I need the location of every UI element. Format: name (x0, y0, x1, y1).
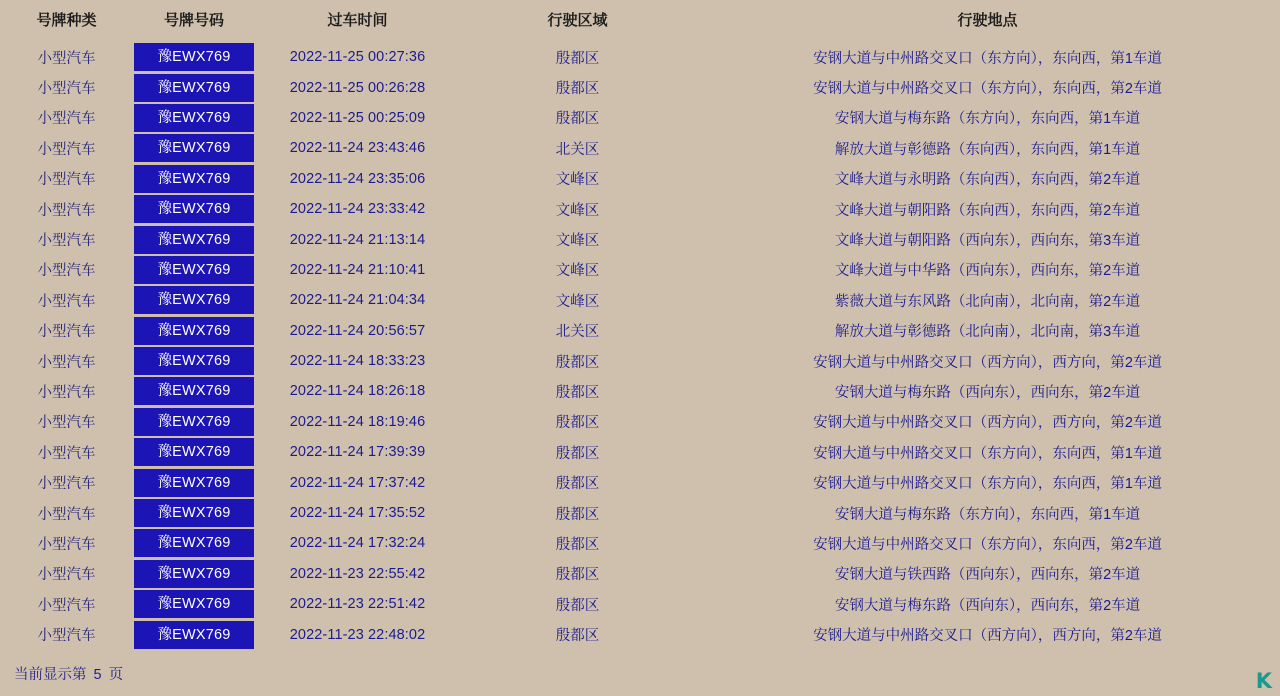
plate-badge: 豫EWX769 (134, 560, 254, 588)
table-row (0, 498, 1280, 528)
cell-plate-type: 小型汽车 (37, 172, 96, 189)
cell-plate-type: 小型汽车 (37, 476, 96, 493)
column-header-plate-number: 号牌号码 (163, 12, 224, 29)
page-indicator (14, 663, 123, 684)
cell-location: 安钢大道与中州路交叉口（西方向），西方向，第2车道 (813, 415, 1162, 432)
cell-area: 殷都区 (555, 354, 600, 371)
table-row (0, 72, 1280, 102)
cell-location: 文峰大道与朝阳路（东向西），东向西，第2车道 (834, 202, 1141, 219)
cell-pass-time: 2022-11-24 21:13:14 (289, 231, 426, 248)
page-indicator-prefix: 当前显示第 (14, 667, 87, 683)
plate-badge: 豫EWX769 (134, 43, 254, 71)
cell-plate-type: 小型汽车 (37, 263, 96, 280)
table-row (0, 224, 1280, 254)
cell-pass-time: 2022-11-24 18:26:18 (289, 383, 426, 400)
table-row (0, 376, 1280, 406)
cell-area: 殷都区 (555, 50, 600, 67)
cell-location: 安钢大道与梅东路（东方向），东向西，第1车道 (834, 111, 1141, 128)
table-row (0, 589, 1280, 619)
cell-plate-number (133, 42, 255, 72)
plate-badge: 豫EWX769 (134, 621, 254, 649)
cell-area: 文峰区 (555, 202, 600, 219)
cell-pass-time: 2022-11-24 21:10:41 (289, 261, 426, 278)
plate-badge: 豫EWX769 (134, 256, 254, 284)
cell-plate-type: 小型汽车 (37, 202, 96, 219)
cell-area: 文峰区 (555, 233, 600, 250)
cell-pass-time: 2022-11-25 00:25:09 (289, 109, 426, 126)
cell-plate-type: 小型汽车 (37, 324, 96, 341)
page-indicator-suffix: 页 (108, 667, 124, 683)
table-row (0, 285, 1280, 315)
plate-badge: 豫EWX769 (134, 347, 254, 375)
table-row (0, 559, 1280, 589)
cell-plate-number (133, 316, 255, 346)
cell-area: 殷都区 (555, 628, 600, 645)
cell-pass-time: 2022-11-25 00:27:36 (289, 49, 426, 66)
cell-plate-type: 小型汽车 (37, 536, 96, 553)
table-header-row (0, 0, 1280, 42)
cell-plate-type: 小型汽车 (37, 384, 96, 401)
plate-badge: 豫EWX769 (134, 104, 254, 132)
cell-area: 殷都区 (555, 536, 600, 553)
cell-area: 殷都区 (555, 415, 600, 432)
cell-area: 北关区 (555, 324, 600, 341)
cell-plate-number (133, 407, 255, 437)
table-row (0, 42, 1280, 72)
cell-location: 文峰大道与永明路（东向西），东向西，第2车道 (834, 172, 1141, 189)
cell-plate-number (133, 164, 255, 194)
plate-badge: 豫EWX769 (134, 469, 254, 497)
table-row (0, 255, 1280, 285)
table-row (0, 407, 1280, 437)
cell-plate-type: 小型汽车 (37, 293, 96, 310)
cell-plate-number (133, 619, 255, 649)
cell-pass-time: 2022-11-24 17:39:39 (289, 444, 426, 461)
cell-location: 解放大道与彰德路（东向西），东向西，第1车道 (834, 141, 1141, 158)
cell-area: 殷都区 (555, 476, 600, 493)
cell-pass-time: 2022-11-24 17:32:24 (289, 535, 426, 552)
cell-plate-number (133, 498, 255, 528)
table-row (0, 528, 1280, 558)
cell-plate-number (133, 133, 255, 163)
cell-pass-time: 2022-11-24 18:19:46 (289, 413, 426, 430)
cell-location: 安钢大道与中州路交叉口（西方向），西方向，第2车道 (813, 354, 1162, 371)
column-header-area: 行驶区域 (547, 12, 608, 29)
cell-pass-time: 2022-11-24 23:33:42 (289, 201, 426, 218)
table-body (0, 42, 1280, 650)
cell-plate-number (133, 346, 255, 376)
table-row (0, 103, 1280, 133)
table-row (0, 194, 1280, 224)
cell-plate-number (133, 285, 255, 315)
cell-plate-number (133, 467, 255, 497)
cell-area: 殷都区 (555, 597, 600, 614)
cell-plate-type: 小型汽车 (37, 628, 96, 645)
cell-location: 安钢大道与中州路交叉口（东方向），东向西，第2车道 (813, 81, 1162, 98)
cell-pass-time: 2022-11-24 17:35:52 (289, 505, 426, 522)
cell-area: 殷都区 (555, 445, 600, 462)
column-header-location: 行驶地点 (957, 12, 1018, 29)
plate-badge: 豫EWX769 (134, 408, 254, 436)
cell-area: 北关区 (555, 141, 600, 158)
cell-plate-number (133, 437, 255, 467)
column-header-plate-type: 号牌种类 (36, 12, 97, 29)
cell-location: 安钢大道与中州路交叉口（东方向），东向西，第1车道 (813, 445, 1162, 462)
cell-location: 安钢大道与铁西路（西向东），西向东，第2车道 (834, 567, 1141, 584)
cell-plate-number (133, 528, 255, 558)
cell-pass-time: 2022-11-24 18:33:23 (289, 353, 426, 370)
cell-plate-type: 小型汽车 (37, 111, 96, 128)
table-row (0, 619, 1280, 649)
cell-pass-time: 2022-11-24 23:43:46 (289, 140, 426, 157)
cell-location: 安钢大道与中州路交叉口（东方向），东向西，第2车道 (813, 536, 1162, 553)
cell-pass-time: 2022-11-24 23:35:06 (289, 170, 426, 187)
cell-pass-time: 2022-11-24 20:56:57 (289, 322, 426, 339)
cell-plate-type: 小型汽车 (37, 233, 96, 250)
table-row (0, 164, 1280, 194)
cell-location: 安钢大道与梅东路（东方向），东向西，第1车道 (834, 506, 1141, 523)
column-header-pass-time: 过车时间 (327, 12, 388, 29)
plate-badge: 豫EWX769 (134, 226, 254, 254)
table-row (0, 346, 1280, 376)
plate-badge: 豫EWX769 (134, 438, 254, 466)
cell-location: 紫薇大道与东风路（北向南），北向南，第2车道 (834, 293, 1141, 310)
page-indicator-number: 5 (93, 667, 102, 683)
cell-location: 文峰大道与朝阳路（西向东），西向东，第3车道 (834, 233, 1141, 250)
cell-plate-number (133, 255, 255, 285)
cell-plate-type: 小型汽车 (37, 415, 96, 432)
cell-location: 安钢大道与梅东路（西向东），西向东，第2车道 (834, 384, 1141, 401)
cell-plate-number (133, 224, 255, 254)
cell-pass-time: 2022-11-23 22:55:42 (289, 565, 426, 582)
plate-badge: 豫EWX769 (134, 74, 254, 102)
plate-badge: 豫EWX769 (134, 317, 254, 345)
cell-plate-type: 小型汽车 (37, 141, 96, 158)
cell-plate-type: 小型汽车 (37, 354, 96, 371)
cell-plate-type: 小型汽车 (37, 506, 96, 523)
cell-plate-number (133, 72, 255, 102)
cell-location: 安钢大道与中州路交叉口（东方向），东向西，第1车道 (813, 476, 1162, 493)
plate-badge: 豫EWX769 (134, 377, 254, 405)
cell-area: 殷都区 (555, 384, 600, 401)
cell-pass-time: 2022-11-25 00:26:28 (289, 79, 426, 96)
cell-area: 文峰区 (555, 172, 600, 189)
plate-badge: 豫EWX769 (134, 499, 254, 527)
plate-badge: 豫EWX769 (134, 590, 254, 618)
cell-plate-type: 小型汽车 (37, 445, 96, 462)
cell-area: 殷都区 (555, 567, 600, 584)
plate-badge: 豫EWX769 (134, 134, 254, 162)
watermark-logo: K (1255, 669, 1272, 693)
cell-plate-number (133, 376, 255, 406)
cell-location: 解放大道与彰德路（北向南），北向南，第3车道 (834, 324, 1141, 341)
cell-plate-number (133, 559, 255, 589)
cell-pass-time: 2022-11-24 21:04:34 (289, 292, 426, 309)
plate-badge: 豫EWX769 (134, 286, 254, 314)
cell-location: 安钢大道与梅东路（西向东），西向东，第2车道 (834, 597, 1141, 614)
table-row (0, 316, 1280, 346)
table-row (0, 437, 1280, 467)
cell-location: 安钢大道与中州路交叉口（东方向），东向西，第1车道 (813, 50, 1162, 67)
table-row (0, 133, 1280, 163)
cell-area: 殷都区 (555, 506, 600, 523)
cell-location: 安钢大道与中州路交叉口（西方向），西方向，第2车道 (813, 628, 1162, 645)
cell-area: 文峰区 (555, 263, 600, 280)
table-header (0, 0, 1280, 42)
plate-badge: 豫EWX769 (134, 529, 254, 557)
cell-area: 殷都区 (555, 81, 600, 98)
cell-plate-type: 小型汽车 (37, 81, 96, 98)
cell-plate-type: 小型汽车 (37, 597, 96, 614)
cell-location: 文峰大道与中华路（西向东），西向东，第2车道 (834, 263, 1141, 280)
cell-plate-type: 小型汽车 (37, 50, 96, 67)
cell-pass-time: 2022-11-24 17:37:42 (289, 474, 426, 491)
cell-plate-number (133, 103, 255, 133)
plate-badge: 豫EWX769 (134, 165, 254, 193)
plate-badge: 豫EWX769 (134, 195, 254, 223)
cell-plate-number (133, 589, 255, 619)
cell-pass-time: 2022-11-23 22:48:02 (289, 626, 426, 643)
cell-area: 殷都区 (555, 111, 600, 128)
cell-plate-number (133, 194, 255, 224)
cell-plate-type: 小型汽车 (37, 567, 96, 584)
table-row (0, 467, 1280, 497)
cell-pass-time: 2022-11-23 22:51:42 (289, 596, 426, 613)
cell-area: 文峰区 (555, 293, 600, 310)
